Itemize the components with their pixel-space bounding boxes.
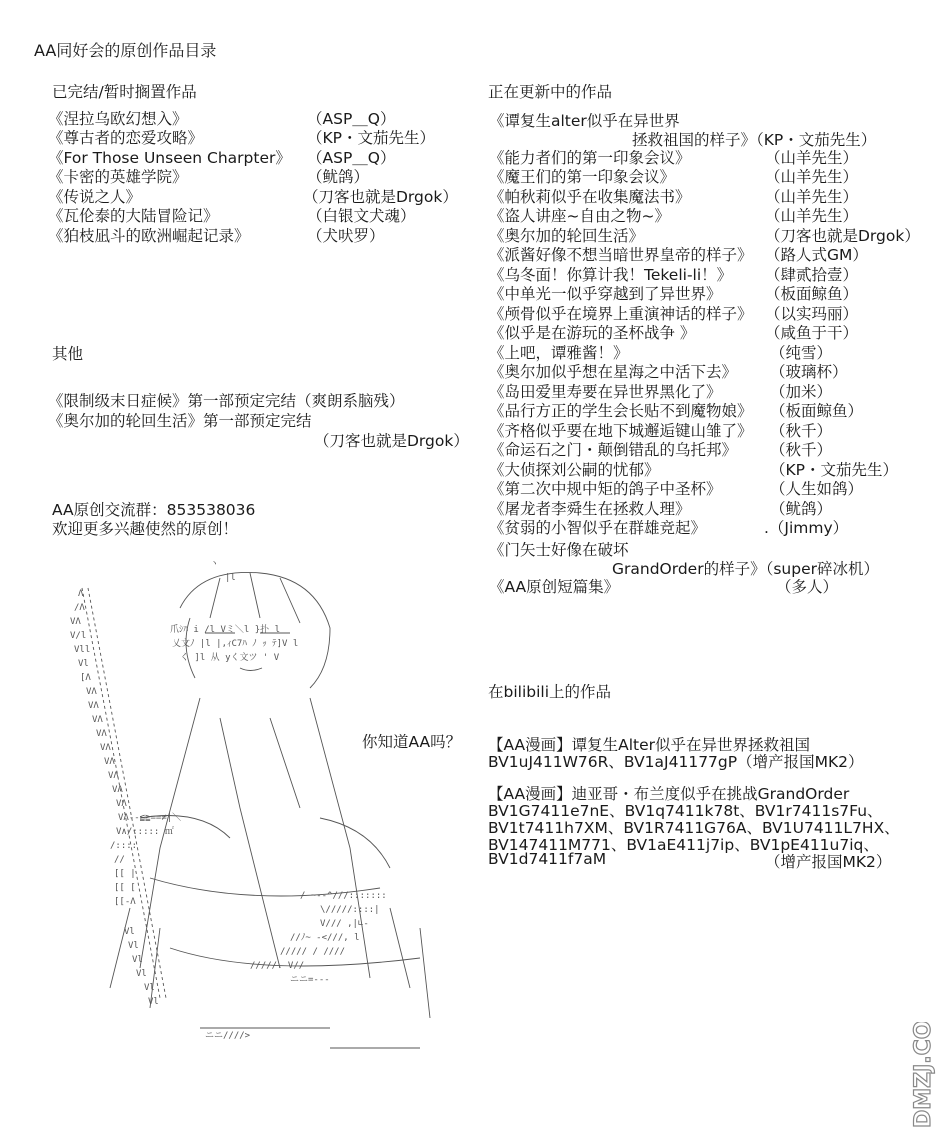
- work-author: （秋千）: [770, 422, 833, 440]
- watermark-text: DMZJ.COM: [911, 1022, 936, 1128]
- svg-text:VΛ: VΛ: [70, 617, 81, 627]
- dmzj-watermark-logo: [906, 1022, 936, 1130]
- work-author: （板面鲸鱼）: [770, 402, 864, 420]
- aa-art-illustration: [30, 548, 440, 1088]
- svg-text:/ ~--^///:::::::: / ~--^///:::::::: [300, 891, 387, 901]
- work-author: （咸鱼于干）: [765, 324, 859, 342]
- work-author: （ASP＿Q）: [307, 149, 396, 167]
- svg-text:VΛ: VΛ: [92, 715, 103, 725]
- svg-text:ニニ////>: ニニ////>: [205, 1031, 251, 1041]
- svg-text:/Λ: /Λ: [74, 603, 85, 613]
- svg-text://///. V//: /////. V//: [250, 961, 305, 971]
- completed-item: [48, 109, 188, 129]
- svg-text:Vl: Vl: [144, 983, 155, 993]
- svg-text:V/// ,|∟-: V/// ,|∟-: [320, 919, 369, 929]
- work-title: 《贫弱的小智似乎在群雄竞起》: [489, 519, 707, 537]
- work-author: （山羊先生）: [765, 149, 859, 167]
- work-title: 《齐格似乎要在地下城邂逅键山雏了》: [489, 422, 753, 440]
- svg-text:V/l: V/l: [70, 631, 87, 641]
- svg-text://ﾉ~ -<///, l: //ﾉ~ -<///, l: [290, 933, 360, 943]
- work-author: （肆贰拾壹）: [765, 266, 859, 284]
- bilibili-entry-ids: BV1d7411f7aM: [488, 850, 607, 868]
- work-author: （鱿鸽）: [307, 168, 370, 186]
- work-author: （山羊先生）: [765, 188, 859, 206]
- other-line: 《奥尔加的轮回生活》第一部预定完结: [48, 412, 312, 430]
- updating-gate-title-cont: GrandOrder的样子》（super碎冰机）: [612, 560, 879, 578]
- aa-art-lines: [30, 548, 440, 1088]
- svg-text:爪ｼﾊ i /l Vミ＼l }扑 l: 爪ｼﾊ i /l Vミ＼l }扑 l: [170, 625, 281, 635]
- bilibili-entry-title: 【AA漫画】迪亚哥・布兰度似乎在挑战GrandOrder: [488, 785, 850, 803]
- work-author: （犬吠罗）: [307, 227, 385, 245]
- work-author: （鱿鸽）: [770, 500, 833, 518]
- work-author: （加米）: [770, 383, 833, 401]
- svg-text:[[-Λ: [[-Λ: [114, 897, 136, 907]
- work-title: 《尊古者的恋爱攻略》: [48, 129, 204, 147]
- work-title: 《魔王们的第一印象会议》: [489, 168, 676, 186]
- work-title: 《上吧，谭雅酱！》: [489, 344, 629, 362]
- work-title: 《乌冬面！你算计我！Tekeli-li！》: [489, 266, 733, 284]
- completed-item: [48, 226, 250, 246]
- updating-first-title: 《谭复生alter似乎在异世界: [489, 112, 680, 130]
- work-title: 《For Those Unseen Charpter》: [48, 149, 291, 167]
- work-author: （山羊先生）: [765, 207, 859, 225]
- work-title: 《奥尔加似乎想在星海之中活下去》: [489, 363, 738, 381]
- work-title: 《屠龙者李舜生在拯救人理》: [489, 500, 691, 518]
- svg-text:Vl: Vl: [148, 997, 159, 1007]
- svg-text:V∧/::::: ㎡: V∧/::::: ㎡: [116, 827, 174, 837]
- work-author: .（Jimmy）: [764, 519, 849, 537]
- group-welcome: 欢迎更多兴趣使然的原创！: [52, 520, 239, 538]
- bilibili-entry-ids: BV147411M771、BV1aE411j7ip、BV1pE411u7iq、: [488, 836, 879, 854]
- svg-text:VΛ: VΛ: [96, 729, 107, 739]
- work-title: 《大侦探刘公嗣的忧郁》: [489, 461, 660, 479]
- work-title: 《品行方正的学生会长贴不到魔物娘》: [489, 402, 753, 420]
- completed-item: [48, 187, 141, 207]
- completed-item: [48, 206, 219, 226]
- work-author: （人生如鸽）: [770, 480, 864, 498]
- work-author: （KP・文茄先生）: [770, 461, 899, 479]
- page-title: AA同好会的原创作品目录: [34, 41, 217, 60]
- svg-text:/::::: /::::: [110, 841, 138, 851]
- work-title: 《中单光一似乎穿越到了异世界》: [489, 285, 722, 303]
- other-heading: 其他: [52, 345, 84, 363]
- bilibili-heading: 在bilibili上的作品: [488, 683, 612, 701]
- work-title: 《命运石之门・颠倒错乱的乌托邦》: [489, 441, 738, 459]
- work-title: 《瓦伦泰的大陆冒险记》: [48, 207, 219, 225]
- work-author: （白银文犬魂）: [307, 207, 416, 225]
- bilibili-entry-author: （增产报国MK2）: [765, 853, 892, 871]
- completed-item: [48, 128, 203, 148]
- work-title: 《似乎是在游玩的圣杯战争 》: [489, 324, 696, 342]
- work-title: 《能力者们的第一印象会议》: [489, 149, 691, 167]
- work-title: 《第二次中规中矩的鸽子中圣杯》: [489, 480, 722, 498]
- svg-text:Vll: Vll: [74, 645, 91, 655]
- updating-heading: 正在更新中的作品: [488, 83, 613, 101]
- work-title: 《传说之人》: [48, 188, 142, 206]
- group-number: AA原创交流群：853538036: [52, 501, 256, 519]
- svg-text:Vl: Vl: [78, 659, 89, 669]
- work-author: （KP・文茄先生）: [307, 129, 436, 147]
- svg-text:VΛ: VΛ: [86, 687, 97, 697]
- work-title: 《狛枝凪斗的欧洲崛起记录》: [48, 227, 250, 245]
- work-author: （ASP＿Q）: [307, 110, 396, 128]
- completed-item: [48, 148, 291, 168]
- svg-text:Vl: Vl: [124, 927, 135, 937]
- svg-text:|l: |l: [225, 573, 236, 583]
- work-title: 《岛田爱里寿要在异世界黑化了》: [489, 383, 722, 401]
- work-author: （板面鲸鱼）: [765, 285, 859, 303]
- completed-heading: 已完结/暂时搁置作品: [52, 83, 197, 101]
- bilibili-entry-ids: BV1uJ411W76R、BV1aJ41177gP（增产报国MK2）: [488, 753, 864, 771]
- svg-text:ニニ=---: ニニ=---: [290, 975, 330, 985]
- work-author: （刀客也就是Drgok）: [765, 227, 920, 245]
- svg-text:VΛ: VΛ: [112, 785, 123, 795]
- work-author: （刀客也就是Drgok）: [303, 188, 458, 206]
- svg-text://: //: [114, 855, 125, 865]
- completed-item: [48, 167, 188, 187]
- other-line: 《限制级末日症候》第一部预定完结（爽朗系脑残）: [48, 392, 405, 410]
- svg-text:く ]l 从 yく文ツ ' V: く ]l 从 yく文ツ ' V: [180, 653, 280, 663]
- svg-text:\/////::::|: \/////::::|: [320, 905, 380, 915]
- svg-text:Vl: Vl: [136, 969, 147, 979]
- bilibili-entry-title: 【AA漫画】谭复生Alter似乎在异世界拯救祖国: [488, 736, 811, 754]
- work-title: 《盗人讲座~自由之物~》: [489, 207, 670, 225]
- updating-first-title-cont: 拯救祖国的样子》（KP・文茄先生）: [632, 131, 877, 149]
- work-title: 《卡密的英雄学院》: [48, 168, 188, 186]
- other-line: （刀客也就是Drgok）: [314, 432, 469, 450]
- svg-text:VΛ: VΛ: [88, 701, 99, 711]
- work-author: （玻璃杯）: [770, 363, 848, 381]
- work-author: （山羊先生）: [765, 168, 859, 186]
- work-title: 《奥尔加的轮回生活》: [489, 227, 645, 245]
- bilibili-entry-ids: BV1G7411e7nE、BV1q7411k78t、BV1r7411s7Fu、: [488, 802, 883, 820]
- svg-text:VΛ: VΛ: [108, 771, 119, 781]
- svg-text:乂文ﾉ |l |,ｨC7ﾊ ﾉ ｯ ﾃ]V l: 乂文ﾉ |l |,ｨC7ﾊ ﾉ ｯ ﾃ]V l: [172, 639, 299, 649]
- work-title: 《颅骨似乎在境界上重演神话的样子》: [489, 305, 753, 323]
- svg-text:VΛ: VΛ: [104, 757, 115, 767]
- question-text: 你知道AA吗？: [362, 733, 462, 751]
- work-title: 《帕秋莉似乎在收集魔法书》: [489, 188, 691, 206]
- svg-text:Vl: Vl: [132, 955, 143, 965]
- work-title: 《涅拉乌欧幻想入》: [48, 110, 188, 128]
- svg-text:Vl: Vl: [128, 941, 139, 951]
- updating-gate-title: 《门矢士好像在破坏: [489, 541, 629, 559]
- svg-text:ヽ: ヽ: [210, 559, 220, 569]
- work-title: 《派酱好像不想当暗世界皇帝的样子》: [489, 246, 753, 264]
- work-author: （以实玛丽）: [765, 305, 859, 323]
- work-title: 《AA原创短篇集》: [489, 578, 620, 596]
- svg-text:[[ [: [[ [: [114, 883, 136, 893]
- work-author: （秋千）: [770, 441, 833, 459]
- svg-text:VΛ--≦≧==≠|＼: VΛ--≦≧==≠|＼: [118, 813, 182, 823]
- svg-text:Λ: Λ: [78, 589, 84, 599]
- svg-text:VΛ: VΛ: [100, 743, 111, 753]
- work-author: （路人式GM）: [765, 246, 868, 264]
- svg-text:[[ |: [[ |: [114, 869, 136, 879]
- work-author: （多人）: [776, 578, 839, 596]
- svg-text:VΛ: VΛ: [116, 799, 127, 809]
- work-author: （纯雪）: [770, 344, 833, 362]
- bilibili-entry-ids: BV1t7411h7XM、BV1R7411G76A、BV1U7411L7HX、: [488, 819, 900, 837]
- svg-text:///// / ////: ///// / ////: [280, 947, 346, 957]
- svg-text:[Λ: [Λ: [80, 673, 91, 683]
